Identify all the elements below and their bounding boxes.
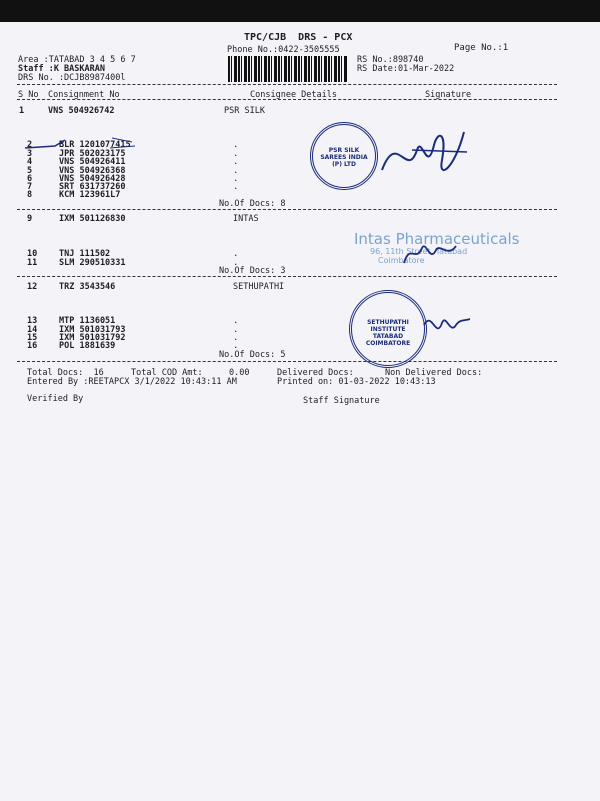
dot: . (233, 325, 239, 335)
seal-text: SETHUPATHI INSTITUTE TATABAD COIMBATORE (365, 319, 411, 347)
intas-stamp-city: Coimbatore (378, 256, 425, 265)
delivered-docs: Delivered Docs: (277, 368, 354, 378)
dot: . (233, 316, 239, 326)
row-sno: 8 (27, 190, 33, 200)
dot: . (233, 341, 239, 351)
psr-silk-seal (310, 122, 378, 190)
row-sno: 11 (27, 258, 38, 268)
consignee-name: SETHUPATHI (233, 282, 285, 292)
consignee-name: INTAS (233, 214, 259, 224)
scribble-marks (20, 128, 140, 168)
consignment-number: SLM 290510331 (59, 258, 126, 268)
signature-psr (372, 120, 472, 190)
row-sno: 6 (27, 174, 33, 184)
area: Area :TATABAD 3 4 5 6 7 (18, 55, 136, 65)
divider (17, 361, 557, 362)
dot: . (233, 140, 239, 150)
row-sno: 10 (27, 249, 38, 259)
consignment-number: TRZ 3543546 (59, 282, 116, 292)
consignment-number: IXM 501031792 (59, 333, 126, 343)
consignment-number: BLR 1201077415 (59, 140, 131, 150)
divider (17, 276, 557, 277)
divider (17, 99, 557, 100)
signature-intas (400, 238, 460, 268)
consignment-number: JPR 502023175 (59, 149, 126, 159)
signature-sethupathi (418, 305, 473, 345)
consignment-number: POL 1881639 (59, 341, 116, 351)
docs-count: No.Of Docs: 3 (219, 266, 286, 276)
dot: . (233, 258, 239, 268)
dot: . (233, 333, 239, 343)
consignment-number: VNS 504926742 (48, 106, 115, 116)
column-signature: Signature (425, 90, 472, 100)
row-sno: 9 (27, 214, 33, 224)
consignment-number: TNJ 111502 (59, 249, 111, 259)
total-cod-amount: 0.00 (229, 368, 250, 378)
row-sno: 15 (27, 333, 38, 343)
row-sno: 5 (27, 166, 33, 176)
row-sno: 12 (27, 282, 38, 292)
column-consignment: Consignment No (48, 90, 120, 100)
row-sno: 16 (27, 341, 38, 351)
drs-number: DRS No. :DCJB8987400l (18, 73, 126, 83)
column-sno: S No (18, 90, 39, 100)
row-sno: 14 (27, 325, 38, 335)
dot: . (233, 249, 239, 259)
scan-edge (0, 0, 600, 22)
consignment-number: IXM 501031793 (59, 325, 126, 335)
intas-stamp-address: 96, 11th Street, Tatabad (370, 247, 468, 256)
dot: . (233, 166, 239, 176)
entered-by: Entered By :REETAPCX 3/1/2022 10:43:11 AM (27, 377, 237, 387)
page-number: Page No.:1 (454, 43, 509, 53)
row-sno: 1 (19, 106, 25, 116)
dot: . (233, 149, 239, 159)
row-sno: 13 (27, 316, 38, 326)
phone-number: Phone No.:0422-3505555 (227, 45, 340, 55)
dot: . (233, 174, 239, 184)
consignment-number: VNS 504926411 (59, 157, 126, 167)
sethupathi-seal (349, 290, 427, 368)
row-sno: 3 (27, 149, 33, 159)
consignment-number: MTP 1136051 (59, 316, 116, 326)
rs-number: RS No.:898740 (357, 55, 424, 65)
intas-stamp-name: Intas Pharmaceuticals (354, 230, 520, 248)
total-cod-label: Total COD Amt: (131, 368, 203, 378)
printed-on: Printed on: 01-03-2022 10:43:13 (277, 377, 436, 387)
consignment-number: SRT 631737260 (59, 182, 126, 192)
staff-signature-label: Staff Signature (303, 396, 380, 406)
divider (17, 209, 557, 210)
consignment-number: VNS 504926428 (59, 174, 126, 184)
row-sno: 7 (27, 182, 33, 192)
row-sno: 4 (27, 157, 33, 167)
verified-by: Verified By (27, 394, 84, 404)
consignment-number: KCM 123961L7 (59, 190, 121, 200)
document-title: TPC/CJB DRS - PCX (244, 32, 353, 43)
consignment-number: VNS 504926368 (59, 166, 126, 176)
divider (17, 84, 557, 85)
consignee-name: PSR SILK (224, 106, 265, 116)
dot: . (233, 182, 239, 192)
column-consignee: Consignee Details (250, 90, 337, 100)
docs-count: No.Of Docs: 5 (219, 350, 286, 360)
dot: . (233, 157, 239, 167)
rs-date: RS Date:01-Mar-2022 (357, 64, 455, 74)
row-sno: 2 (27, 140, 33, 150)
staff: Staff :K BASKARAN (18, 64, 105, 74)
barcode (228, 56, 348, 82)
consignment-number: IXM 501126830 (59, 214, 126, 224)
docs-count: No.Of Docs: 8 (219, 199, 286, 209)
total-docs: Total Docs: 16 (27, 368, 104, 378)
non-delivered-docs: Non Delivered Docs: (385, 368, 483, 378)
seal-text: PSR SILK SAREES INDIA (P) LTD (320, 147, 368, 168)
